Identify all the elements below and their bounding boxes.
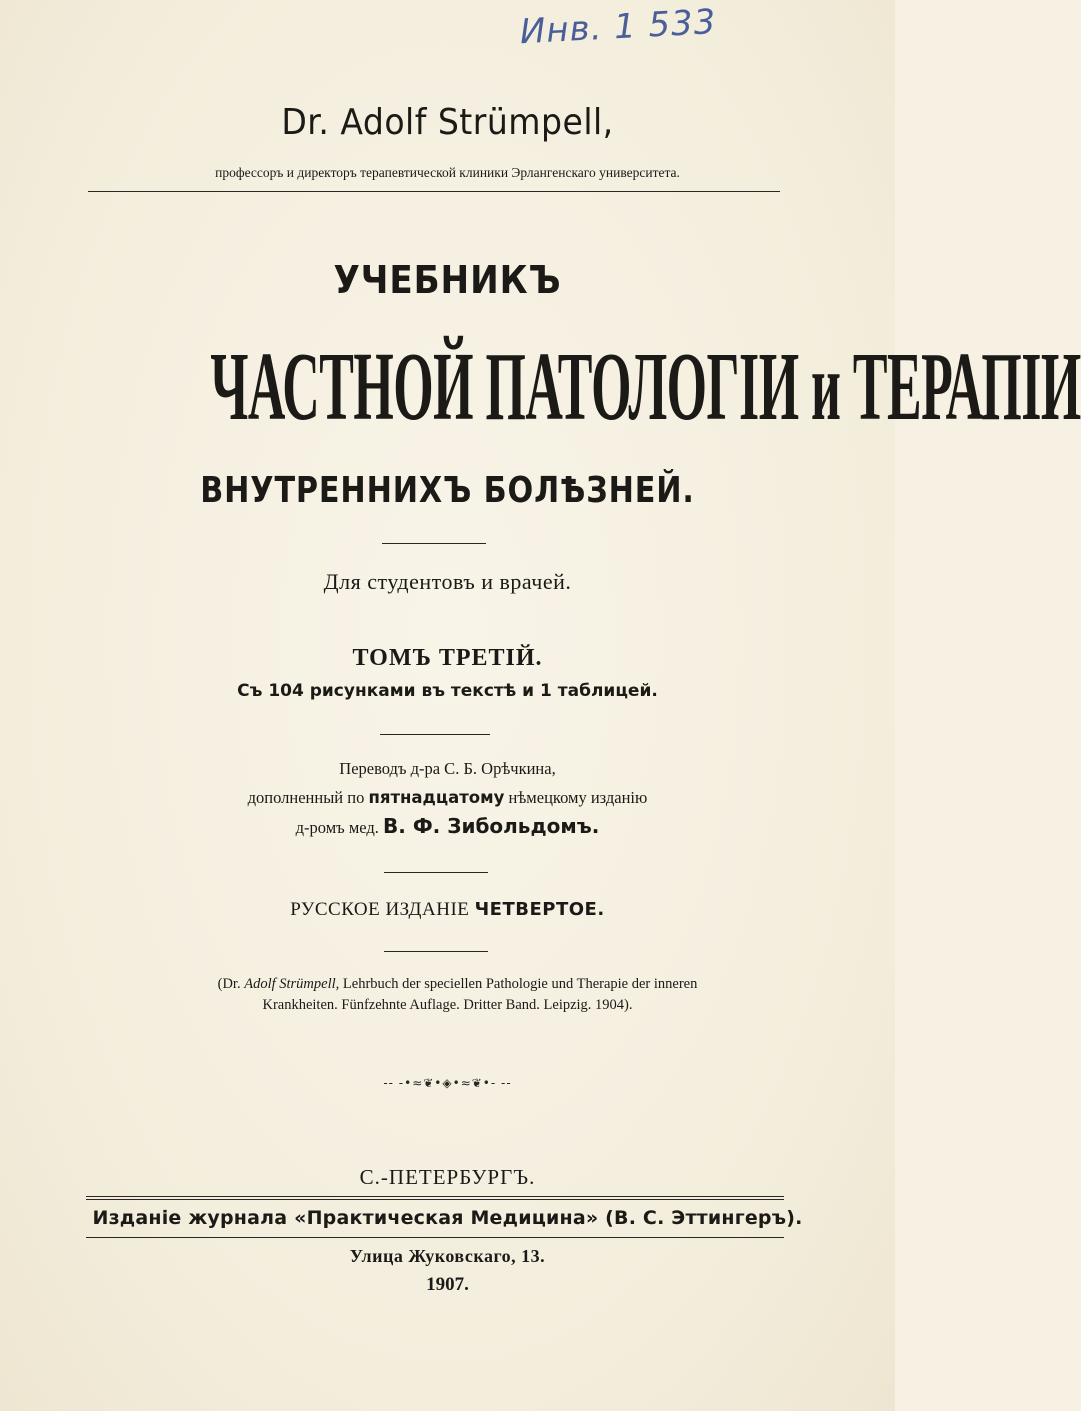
top-rule (88, 191, 780, 192)
address-line: Улица Жуковскаго, 13. (349, 1246, 546, 1266)
publisher-bottom-rule (86, 1237, 784, 1238)
title-line-2: ЧАСТНОЙ ПАТОЛОГІИ и ТЕРАПІИ (210, 333, 1081, 441)
divider-rule (384, 872, 488, 873)
inventory-mark: Инв. 1 533 (518, 2, 718, 53)
publication-year: 1907. (426, 1274, 469, 1295)
original-edition-line-1: (Dr. Adolf Strümpell, Lehrbuch der speciellen Pathologie und Therapie der inneren (217, 976, 698, 992)
title-line-3: ВНУТРЕННИХЪ БОЛѢЗНЕЙ. (200, 470, 695, 511)
author-name: Dr. Adolf Strümpell, (281, 102, 614, 143)
volume-label: ТОМЪ ТРЕТІЙ. (352, 645, 543, 671)
divider-rule (382, 543, 486, 544)
edition-line: РУССКОЕ ИЗДАНІЕ ЧЕТВЕРТОЕ. (290, 899, 605, 920)
publisher-top-rule (86, 1196, 784, 1200)
illustrations-line: Съ 104 рисунками въ текстѣ и 1 таблицей. (237, 681, 658, 701)
divider-rule (380, 734, 490, 735)
ornament-divider: -- -•≈❦•◈•≈❦•- -- (383, 1076, 512, 1090)
audience-line: Для студентовъ и врачей. (323, 569, 572, 594)
supplement-line: дополненный по пятнадцатому нѣмецкому изданію (247, 788, 648, 807)
title-line-1: УЧЕБНИКЪ (333, 258, 562, 302)
translator-line: Переводъ д-ра С. Б. Орѣчкина, (339, 759, 556, 778)
publisher-line: Изданіе журнала «Практическая Медицина» (В. С. Эттингеръ). (92, 1207, 803, 1229)
city-name: С.-ПЕТЕРБУРГЪ. (359, 1165, 536, 1189)
divider-rule (384, 951, 488, 952)
editor-line: д-ромъ мед. В. Ф. Зибольдомъ. (295, 814, 600, 838)
author-position: профессоръ и директоръ терапевтической клиники Эрлангенскаго университета. (215, 165, 680, 180)
original-edition-line-2: Krankheiten. Fünfzehnte Auflage. Dritter Band. Leipzig. 1904). (262, 997, 633, 1013)
